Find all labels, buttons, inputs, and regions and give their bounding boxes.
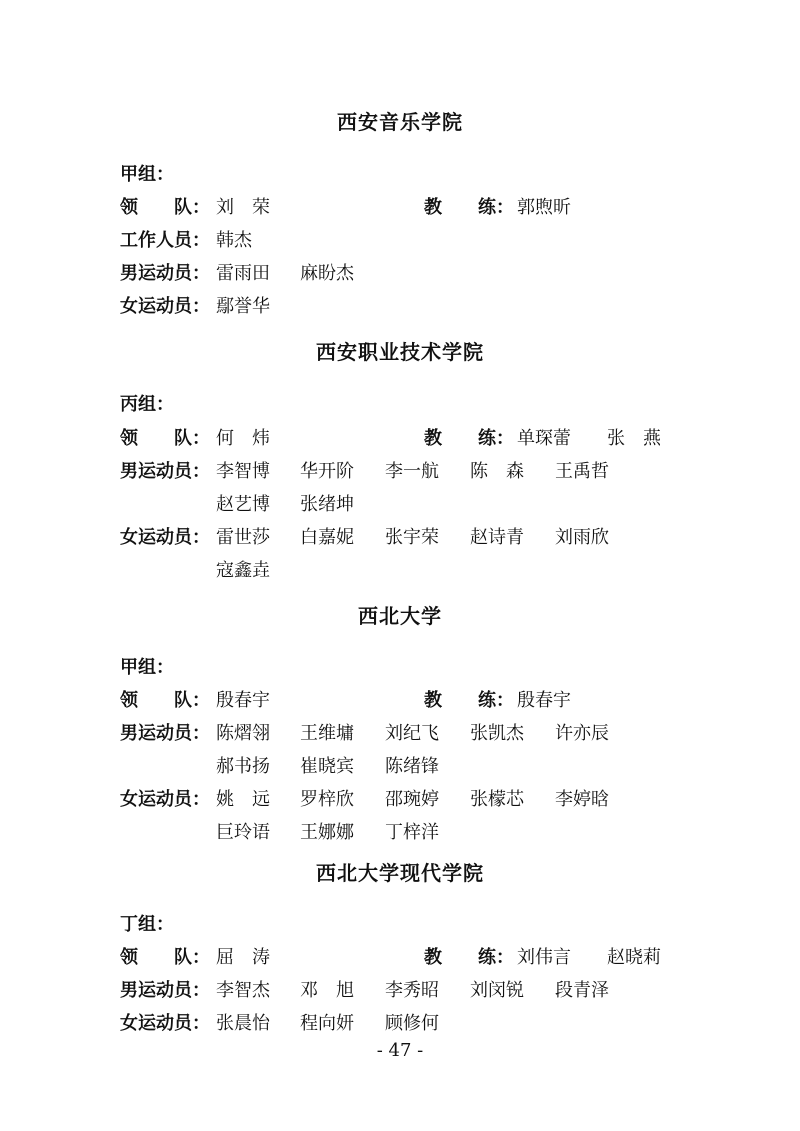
athlete-name: 丁梓洋 [385, 822, 439, 843]
leader-label: 领 队： [120, 197, 210, 218]
group-label: 丁组： [120, 914, 174, 935]
coach-name: 刘伟言 赵晓莉 [517, 947, 661, 968]
female-athletes-label: 女运动员： [120, 789, 210, 810]
athlete-name: 华开阶 [300, 461, 354, 482]
athlete-name: 邵琬婷 [385, 789, 439, 810]
athlete-name: 麻盼杰 [300, 263, 354, 284]
athlete-name: 王娜娜 [300, 822, 354, 843]
athlete-name: 巨玲语 [216, 822, 270, 843]
athlete-name: 张绪坤 [300, 494, 354, 515]
athlete-name: 雷雨田 [216, 263, 270, 284]
male-athletes-label: 男运动员： [120, 263, 210, 284]
group-label: 甲组： [120, 657, 174, 678]
female-athletes-label: 女运动员： [120, 296, 210, 317]
athlete-name: 邓 旭 [300, 980, 354, 1001]
athlete-name: 李一航 [385, 461, 439, 482]
athlete-name: 张宇荣 [385, 527, 439, 548]
athlete-name: 赵诗青 [470, 527, 524, 548]
athlete-name: 李秀昭 [385, 980, 439, 1001]
athlete-name: 李智博 [216, 461, 270, 482]
athlete-name: 刘闵锐 [470, 980, 524, 1001]
male-athletes-label: 男运动员： [120, 980, 210, 1001]
coach-name: 殷春宇 [517, 690, 571, 711]
page-number: - 47 - [376, 1040, 424, 1061]
athlete-name: 王维墉 [300, 723, 354, 744]
school-title: 西安音乐学院 [337, 110, 463, 134]
athlete-name: 刘雨欣 [555, 527, 609, 548]
athlete-name: 顾修何 [385, 1013, 439, 1034]
school-title: 西安职业技术学院 [316, 340, 484, 364]
staff-name: 韩杰 [216, 230, 252, 251]
school-title: 西北大学现代学院 [316, 861, 484, 885]
athlete-name: 程向妍 [300, 1013, 354, 1034]
athlete-name: 赵艺博 [216, 494, 270, 515]
athlete-name: 陈绪锋 [385, 756, 439, 777]
group-label: 甲组： [120, 164, 174, 185]
leader-label: 领 队： [120, 947, 210, 968]
athlete-name: 李智杰 [216, 980, 270, 1001]
athlete-name: 白嘉妮 [300, 527, 354, 548]
leader-name: 屈 涛 [216, 947, 270, 968]
athlete-name: 崔晓宾 [300, 756, 354, 777]
coach-label: 教 练： [424, 197, 514, 218]
athlete-name: 雷世莎 [216, 527, 270, 548]
coach-name: 郭煦昕 [517, 197, 571, 218]
leader-name: 殷春宇 [216, 690, 270, 711]
athlete-name: 陈熠翎 [216, 723, 270, 744]
leader-name: 刘 荣 [216, 197, 270, 218]
leader-name: 何 炜 [216, 428, 270, 449]
coach-label: 教 练： [424, 690, 514, 711]
athlete-name: 郝书扬 [216, 756, 270, 777]
athlete-name: 许亦辰 [555, 723, 609, 744]
coach-name: 单琛蕾 张 燕 [517, 428, 661, 449]
athlete-name: 李婷晗 [555, 789, 609, 810]
male-athletes-label: 男运动员： [120, 461, 210, 482]
staff-label: 工作人员： [120, 230, 210, 251]
athlete-name: 王禹哲 [555, 461, 609, 482]
athlete-name: 寇鑫垚 [216, 560, 270, 581]
athlete-name: 鄢誉华 [216, 296, 270, 317]
athlete-name: 姚 远 [216, 789, 270, 810]
leader-label: 领 队： [120, 428, 210, 449]
athlete-name: 张晨怡 [216, 1013, 270, 1034]
coach-label: 教 练： [424, 947, 514, 968]
school-title: 西北大学 [358, 604, 442, 628]
male-athletes-label: 男运动员： [120, 723, 210, 744]
athlete-name: 张檬芯 [470, 789, 524, 810]
athlete-name: 陈 森 [470, 461, 524, 482]
leader-label: 领 队： [120, 690, 210, 711]
coach-label: 教 练： [424, 428, 514, 449]
athlete-name: 罗梓欣 [300, 789, 354, 810]
group-label: 丙组： [120, 394, 174, 415]
female-athletes-label: 女运动员： [120, 527, 210, 548]
athlete-name: 刘纪飞 [385, 723, 439, 744]
athlete-name: 段青泽 [555, 980, 609, 1001]
athlete-name: 张凯杰 [470, 723, 524, 744]
female-athletes-label: 女运动员： [120, 1013, 210, 1034]
